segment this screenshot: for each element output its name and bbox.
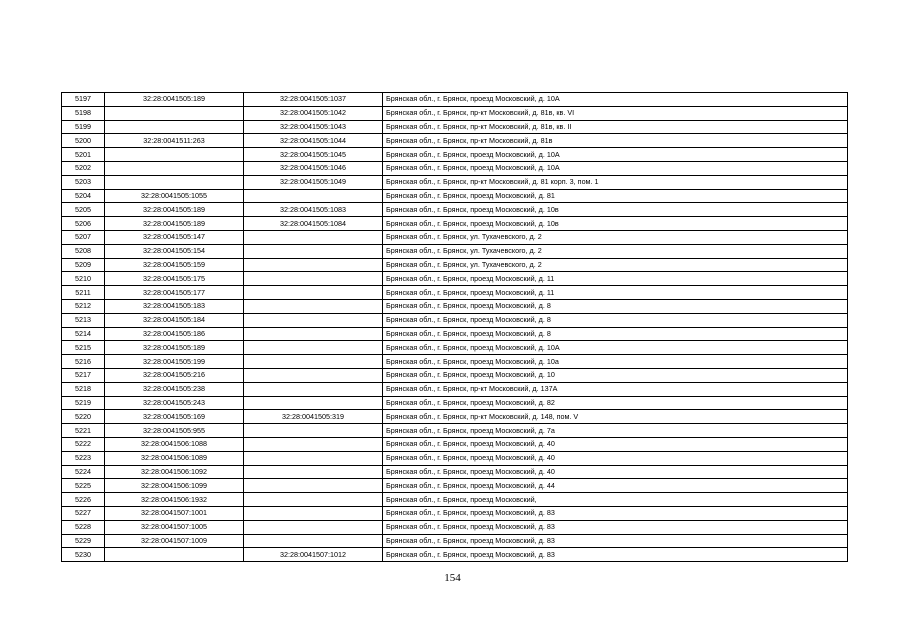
land-cadastral-number-cell: 32:28:0041505:216 [105,368,244,382]
land-cadastral-number-cell: 32:28:0041505:183 [105,299,244,313]
address-cell: Брянская обл., г. Брянск, проезд Московский, д. 8 [383,313,848,327]
registry-table-body [62,93,848,562]
address-cell: Брянская обл., г. Брянск, ул. Тухачевского, д. 2 [383,230,848,244]
address-cell: Брянская обл., г. Брянск, ул. Тухачевского, д. 2 [383,244,848,258]
row-number-cell: 5203 [62,175,105,189]
row-number-cell: 5207 [62,230,105,244]
row-number-cell: 5208 [62,244,105,258]
address-cell: Брянская обл., г. Брянск, проезд Московский, д. 10А [383,148,848,162]
row-number-cell: 5224 [62,465,105,479]
address-cell: Брянская обл., г. Брянск, проезд Московский, д. 83 [383,548,848,562]
address-cell: Брянская обл., г. Брянск, проезд Московский, д. 44 [383,479,848,493]
address-cell: Брянская обл., г. Брянск, пр-кт Московский, д. 81в, кв. VI [383,106,848,120]
land-cadastral-number-cell [105,148,244,162]
row-number-cell: 5200 [62,134,105,148]
row-number-cell: 5216 [62,355,105,369]
row-number-cell: 5201 [62,148,105,162]
address-cell: Брянская обл., г. Брянск, проезд Московский, д. 8 [383,327,848,341]
table-row [62,286,848,300]
land-cadastral-number-cell: 32:28:0041511:263 [105,134,244,148]
address-cell: Брянская обл., г. Брянск, проезд Московский, д. 82 [383,396,848,410]
address-cell: Брянская обл., г. Брянск, проезд Московский, д. 10в [383,203,848,217]
row-number-cell: 5219 [62,396,105,410]
building-cadastral-number-cell: 32:28:0041505:1044 [244,134,383,148]
table-row [62,368,848,382]
table-row [62,506,848,520]
building-cadastral-number-cell [244,493,383,507]
table-row [62,203,848,217]
address-cell: Брянская обл., г. Брянск, проезд Московский, д. 10А [383,341,848,355]
address-cell: Брянская обл., г. Брянск, проезд Московский, д. 10а [383,355,848,369]
building-cadastral-number-cell [244,382,383,396]
land-cadastral-number-cell [105,106,244,120]
building-cadastral-number-cell [244,534,383,548]
building-cadastral-number-cell [244,341,383,355]
row-number-cell: 5205 [62,203,105,217]
table-row [62,410,848,424]
table-row [62,437,848,451]
building-cadastral-number-cell: 32:28:0041505:1042 [244,106,383,120]
row-number-cell: 5218 [62,382,105,396]
land-cadastral-number-cell: 32:28:0041506:1088 [105,437,244,451]
row-number-cell: 5212 [62,299,105,313]
table-row [62,93,848,107]
land-cadastral-number-cell: 32:28:0041505:177 [105,286,244,300]
table-row [62,244,848,258]
table-row [62,189,848,203]
row-number-cell: 5210 [62,272,105,286]
address-cell: Брянская обл., г. Брянск, проезд Московский, д. 83 [383,520,848,534]
building-cadastral-number-cell [244,396,383,410]
land-cadastral-number-cell [105,161,244,175]
table-row [62,396,848,410]
page-number: 154 [444,572,461,584]
land-cadastral-number-cell: 32:28:0041505:1055 [105,189,244,203]
building-cadastral-number-cell [244,506,383,520]
row-number-cell: 5204 [62,189,105,203]
row-number-cell: 5206 [62,217,105,231]
table-row [62,341,848,355]
table-row [62,161,848,175]
row-number-cell: 5199 [62,120,105,134]
building-cadastral-number-cell [244,465,383,479]
land-cadastral-number-cell: 32:28:0041505:189 [105,341,244,355]
table-row [62,217,848,231]
land-cadastral-number-cell: 32:28:0041505:159 [105,258,244,272]
building-cadastral-number-cell [244,286,383,300]
table-row [62,479,848,493]
row-number-cell: 5226 [62,493,105,507]
land-cadastral-number-cell: 32:28:0041506:1089 [105,451,244,465]
row-number-cell: 5228 [62,520,105,534]
land-cadastral-number-cell: 32:28:0041505:238 [105,382,244,396]
building-cadastral-number-cell: 32:28:0041505:1049 [244,175,383,189]
table-row [62,106,848,120]
land-cadastral-number-cell: 32:28:0041505:169 [105,410,244,424]
address-cell: Брянская обл., г. Брянск, проезд Московский, д. 10 [383,368,848,382]
row-number-cell: 5215 [62,341,105,355]
building-cadastral-number-cell [244,258,383,272]
table-row [62,534,848,548]
row-number-cell: 5222 [62,437,105,451]
building-cadastral-number-cell: 32:28:0041505:319 [244,410,383,424]
row-number-cell: 5221 [62,424,105,438]
address-cell: Брянская обл., г. Брянск, проезд Московский, д. 40 [383,465,848,479]
building-cadastral-number-cell: 32:28:0041505:1043 [244,120,383,134]
building-cadastral-number-cell [244,368,383,382]
land-cadastral-number-cell: 32:28:0041505:154 [105,244,244,258]
table-row [62,451,848,465]
address-cell: Брянская обл., г. Брянск, проезд Московский, д. 11 [383,272,848,286]
address-cell: Брянская обл., г. Брянск, проезд Московский, [383,493,848,507]
address-cell: Брянская обл., г. Брянск, пр-кт Московский, д. 81в [383,134,848,148]
table-row [62,230,848,244]
building-cadastral-number-cell [244,424,383,438]
row-number-cell: 5229 [62,534,105,548]
building-cadastral-number-cell [244,313,383,327]
land-cadastral-number-cell: 32:28:0041507:1005 [105,520,244,534]
land-cadastral-number-cell: 32:28:0041505:189 [105,93,244,107]
building-cadastral-number-cell [244,355,383,369]
land-cadastral-number-cell: 32:28:0041505:175 [105,272,244,286]
address-cell: Брянская обл., г. Брянск, проезд Московский, д. 10А [383,161,848,175]
building-cadastral-number-cell [244,479,383,493]
land-cadastral-number-cell: 32:28:0041505:199 [105,355,244,369]
building-cadastral-number-cell: 32:28:0041505:1084 [244,217,383,231]
row-number-cell: 5230 [62,548,105,562]
address-cell: Брянская обл., г. Брянск, проезд Московский, д. 7а [383,424,848,438]
address-cell: Брянская обл., г. Брянск, проезд Московский, д. 11 [383,286,848,300]
building-cadastral-number-cell [244,230,383,244]
land-cadastral-number-cell [105,175,244,189]
building-cadastral-number-cell [244,272,383,286]
address-cell: Брянская обл., г. Брянск, пр-кт Московский, д. 81в, кв. II [383,120,848,134]
table-row [62,272,848,286]
table-row [62,258,848,272]
land-cadastral-number-cell: 32:28:0041505:184 [105,313,244,327]
registry-table [61,92,848,562]
address-cell: Брянская обл., г. Брянск, проезд Московский, д. 8 [383,299,848,313]
land-cadastral-number-cell: 32:28:0041505:186 [105,327,244,341]
building-cadastral-number-cell [244,327,383,341]
land-cadastral-number-cell [105,548,244,562]
table-row [62,299,848,313]
building-cadastral-number-cell: 32:28:0041505:1083 [244,203,383,217]
table-row [62,493,848,507]
row-number-cell: 5214 [62,327,105,341]
building-cadastral-number-cell: 32:28:0041507:1012 [244,548,383,562]
address-cell: Брянская обл., г. Брянск, проезд Московский, д. 10А [383,93,848,107]
row-number-cell: 5227 [62,506,105,520]
table-row [62,120,848,134]
table-row [62,382,848,396]
row-number-cell: 5223 [62,451,105,465]
land-cadastral-number-cell: 32:28:0041506:1092 [105,465,244,479]
address-cell: Брянская обл., г. Брянск, пр-кт Московский, д. 137А [383,382,848,396]
table-row [62,520,848,534]
address-cell: Брянская обл., г. Брянск, проезд Московский, д. 81 [383,189,848,203]
building-cadastral-number-cell: 32:28:0041505:1037 [244,93,383,107]
table-row [62,465,848,479]
land-cadastral-number-cell: 32:28:0041505:189 [105,217,244,231]
building-cadastral-number-cell [244,189,383,203]
row-number-cell: 5225 [62,479,105,493]
address-cell: Брянская обл., г. Брянск, ул. Тухачевского, д. 2 [383,258,848,272]
row-number-cell: 5211 [62,286,105,300]
address-cell: Брянская обл., г. Брянск, пр-кт Московский, д. 148, пом. V [383,410,848,424]
land-cadastral-number-cell: 32:28:0041505:189 [105,203,244,217]
building-cadastral-number-cell: 32:28:0041505:1045 [244,148,383,162]
table-row [62,548,848,562]
land-cadastral-number-cell: 32:28:0041507:1009 [105,534,244,548]
land-cadastral-number-cell: 32:28:0041505:243 [105,396,244,410]
address-cell: Брянская обл., г. Брянск, пр-кт Московский, д. 81 корп. 3, пом. 1 [383,175,848,189]
building-cadastral-number-cell: 32:28:0041505:1046 [244,161,383,175]
building-cadastral-number-cell [244,299,383,313]
address-cell: Брянская обл., г. Брянск, проезд Московский, д. 40 [383,451,848,465]
row-number-cell: 5209 [62,258,105,272]
table-row [62,355,848,369]
row-number-cell: 5198 [62,106,105,120]
building-cadastral-number-cell [244,244,383,258]
table-row [62,134,848,148]
building-cadastral-number-cell [244,451,383,465]
building-cadastral-number-cell [244,520,383,534]
table-row [62,313,848,327]
land-cadastral-number-cell [105,120,244,134]
row-number-cell: 5213 [62,313,105,327]
land-cadastral-number-cell: 32:28:0041506:1932 [105,493,244,507]
address-cell: Брянская обл., г. Брянск, проезд Московский, д. 40 [383,437,848,451]
land-cadastral-number-cell: 32:28:0041505:955 [105,424,244,438]
table-row [62,148,848,162]
row-number-cell: 5217 [62,368,105,382]
land-cadastral-number-cell: 32:28:0041506:1099 [105,479,244,493]
row-number-cell: 5202 [62,161,105,175]
table-row [62,424,848,438]
address-cell: Брянская обл., г. Брянск, проезд Московский, д. 83 [383,534,848,548]
row-number-cell: 5220 [62,410,105,424]
row-number-cell: 5197 [62,93,105,107]
address-cell: Брянская обл., г. Брянск, проезд Московский, д. 10в [383,217,848,231]
table-row [62,327,848,341]
building-cadastral-number-cell [244,437,383,451]
land-cadastral-number-cell: 32:28:0041505:147 [105,230,244,244]
address-cell: Брянская обл., г. Брянск, проезд Московский, д. 83 [383,506,848,520]
land-cadastral-number-cell: 32:28:0041507:1001 [105,506,244,520]
table-row [62,175,848,189]
